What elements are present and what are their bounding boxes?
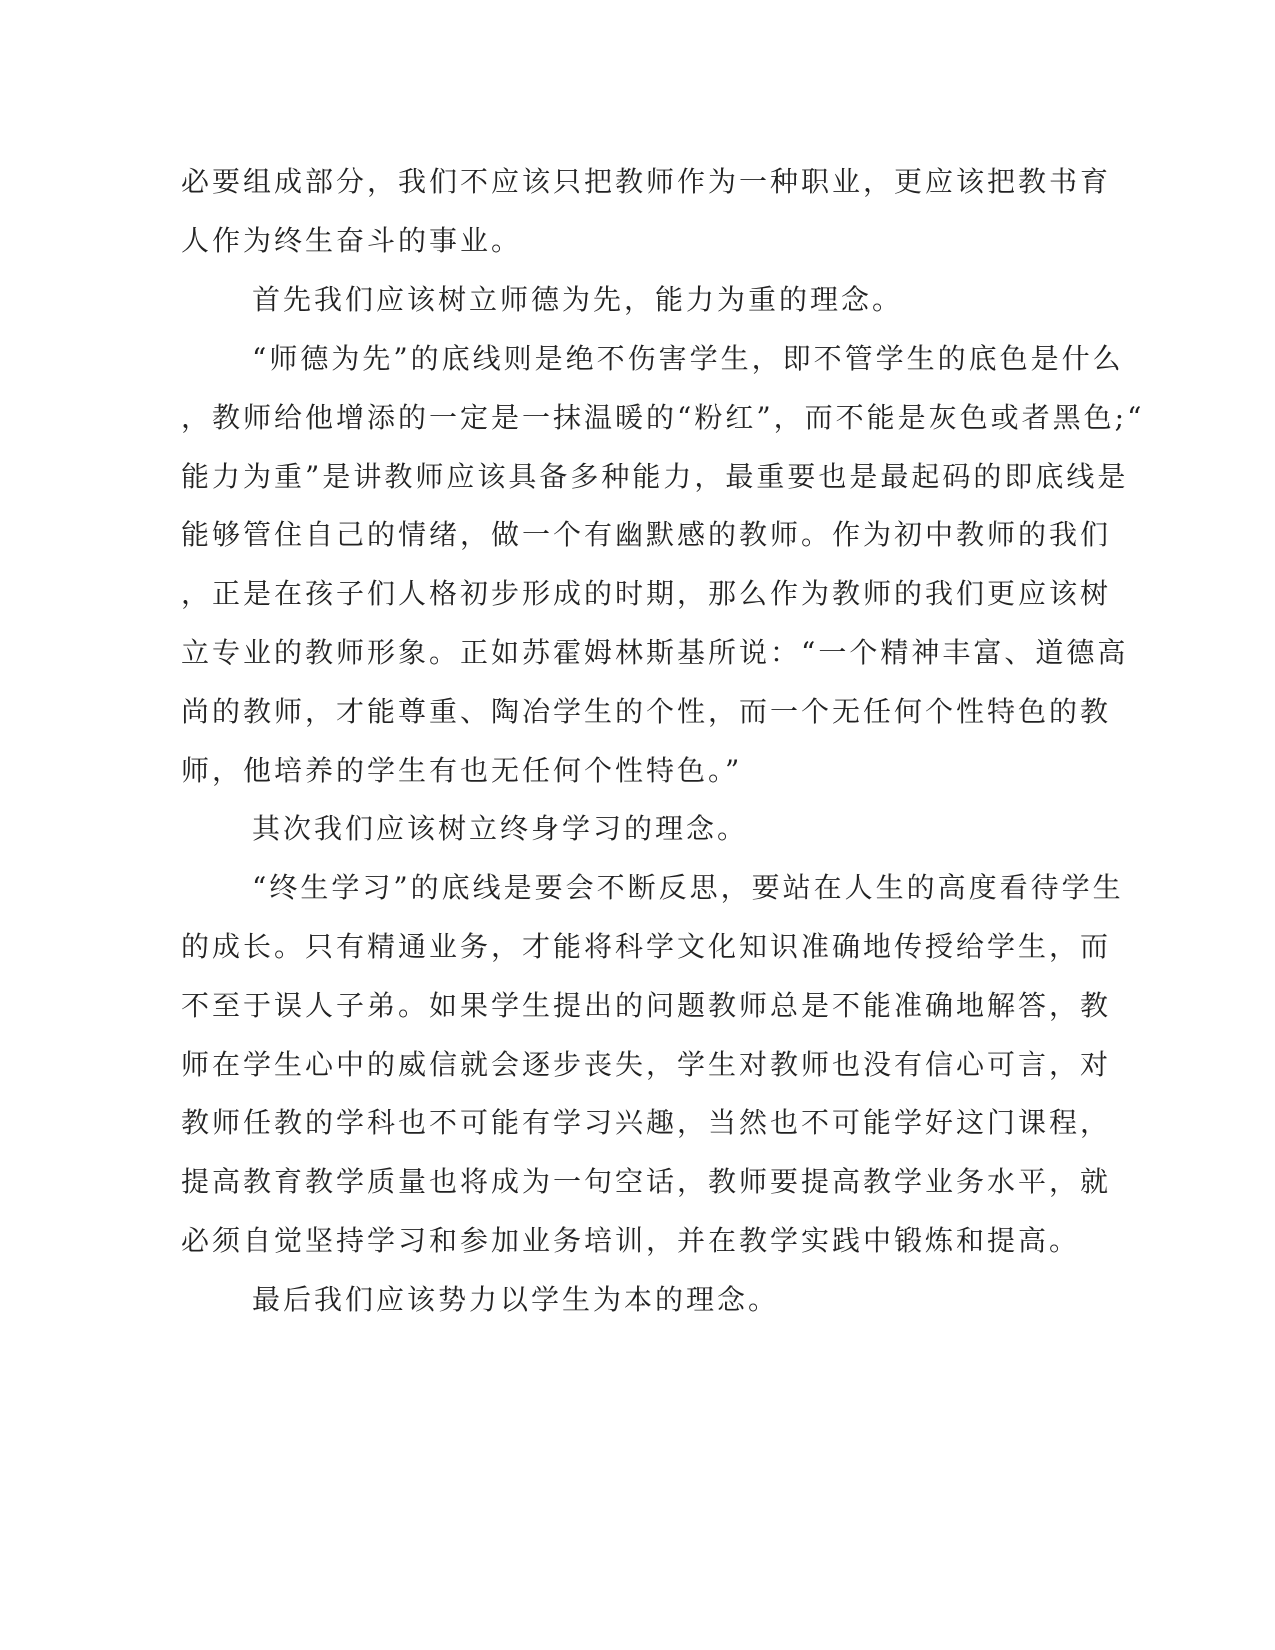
text-line: ，教师给他增添的一定是一抹温暖的“粉红”，而不能是灰色或者黑色;“	[181, 401, 1145, 434]
text-line: 不至于误人子弟。如果学生提出的问题教师总是不能准确地解答，教	[181, 989, 1112, 1022]
paragraph-heading: 首先我们应该树立师德为先，能力为重的理念。	[252, 283, 904, 316]
text-line: 必要组成部分，我们不应该只把教师作为一种职业，更应该把教书育	[181, 165, 1112, 198]
text-line: “师德为先”的底线则是绝不伤害学生，即不管学生的底色是什么	[252, 342, 1124, 375]
text-line: 必须自觉坚持学习和参加业务培训，并在教学实践中锻炼和提高。	[181, 1224, 1081, 1257]
paragraph-heading: 其次我们应该树立终身学习的理念。	[252, 812, 749, 845]
text-line: 提高教育教学质量也将成为一句空话，教师要提高教学业务水平，就	[181, 1165, 1112, 1198]
text-line: “终生学习”的底线是要会不断反思，要站在人生的高度看待学生	[252, 871, 1124, 904]
text-line: ，正是在孩子们人格初步形成的时期，那么作为教师的我们更应该树	[181, 577, 1112, 610]
text-line: 能够管住自己的情绪，做一个有幽默感的教师。作为初中教师的我们	[181, 518, 1112, 551]
text-line: 教师任教的学科也不可能有学习兴趣，当然也不可能学好这门课程，	[181, 1106, 1112, 1139]
text-line: 师在学生心中的威信就会逐步丧失，学生对教师也没有信心可言，对	[181, 1048, 1112, 1081]
text-line: 立专业的教师形象。正如苏霍姆林斯基所说：“一个精神丰富、道德高	[181, 636, 1129, 669]
text-line: 尚的教师，才能尊重、陶冶学生的个性，而一个无任何个性特色的教	[181, 695, 1112, 728]
text-line: 师，他培养的学生有也无任何个性特色。”	[181, 754, 743, 787]
text-line: 人作为终生奋斗的事业。	[181, 224, 523, 257]
text-line: 的成长。只有精通业务，才能将科学文化知识准确地传授给学生，而	[181, 930, 1112, 963]
text-line: 能力为重”是讲教师应该具备多种能力，最重要也是最起码的即底线是	[181, 460, 1129, 493]
paragraph-heading: 最后我们应该势力以学生为本的理念。	[252, 1283, 780, 1316]
